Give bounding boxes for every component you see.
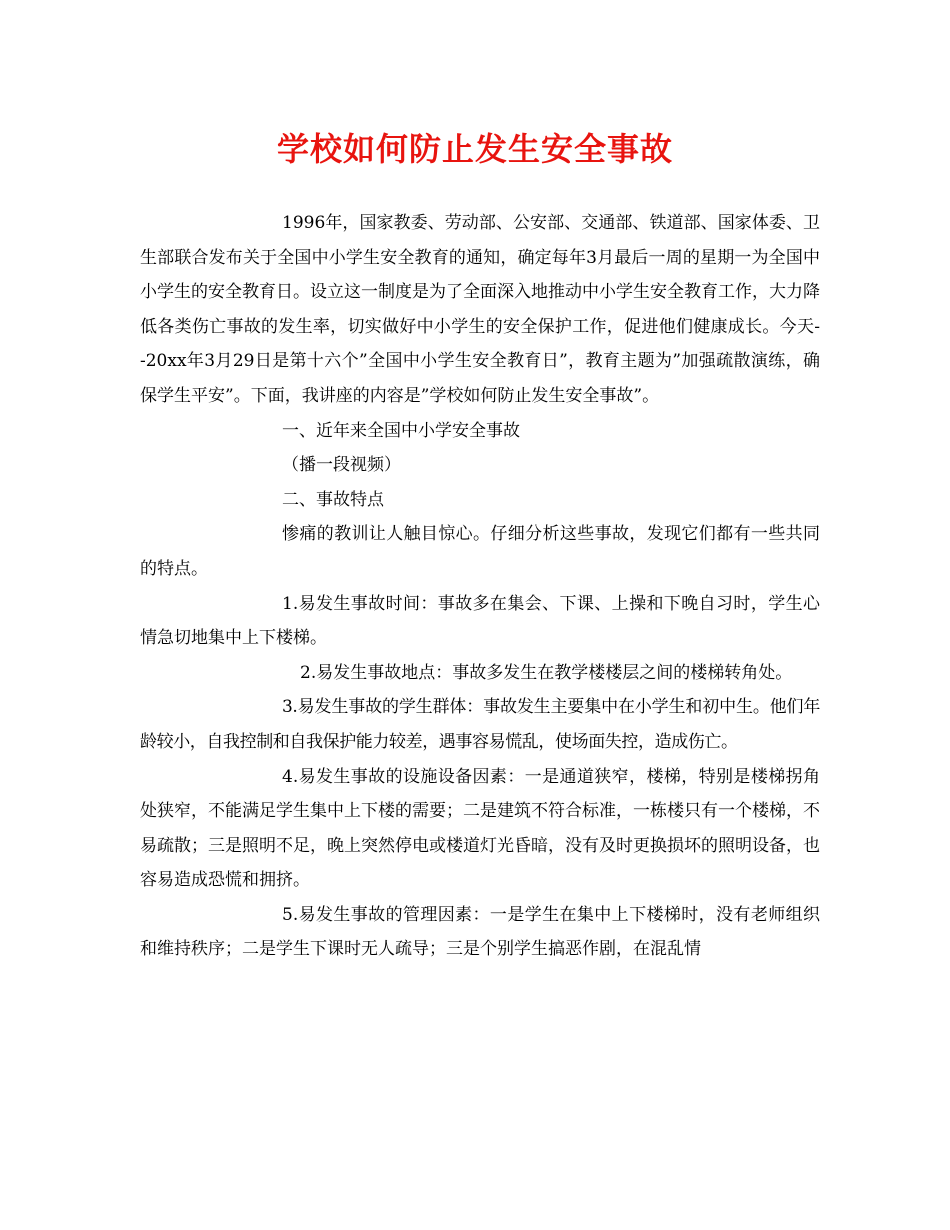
paragraph-point-4: 4.易发生事故的设施设备因素：一是通道狭窄，楼梯，特别是楼梯拐角处狭窄，不能满足学生集中上下楼的需要；二是建筑不符合标准，一栋楼只有一个楼梯，不易疏散；三是照明不足，晚上突然停电或楼道灯光昏暗，没有及时更换损坏的照明设备，也容易造成恐慌和拥挤。 (140, 766, 820, 891)
paragraph-point-5: 5.易发生事故的管理因素：一是学生在集中上下楼梯时，没有老师组织和维持秩序；二是学生下课时无人疏导；三是个别学生搞恶作剧，在混乱情 (140, 904, 820, 960)
heading-section-one: 一、近年来全国中小学安全事故 (282, 420, 520, 441)
paragraph-intro: 1996年，国家教委、劳动部、公安部、交通部、铁道部、国家体委、卫生部联合发布关于全国中小学生安全教育的通知，确定每年3月最后一周的星期一为全国中小学生的安全教育日。设立这一制度是为了全面深入地推动中小学生安全教育工作，大力降低各类伤亡事故的发生率，切实做好中小学生的安全保护工作，促进他们健康成长。今天--20xx年3月29日是第十六个”全国中小学生安全教育日”，教育主题为”加强疏散演练，确保学生平安”。下面，我讲座的内容是”学校如何防止发生安全事故”。 (140, 213, 820, 406)
heading-section-two: 二、事故特点 (282, 489, 384, 510)
video-note: （播一段视频） (282, 455, 401, 476)
document-title: 学校如何防止发生安全事故 (276, 130, 673, 168)
document-body (140, 206, 820, 967)
paragraph-point-1: 1.易发生事故时间：事故多在集会、下课、上操和下晚自习时，学生心情急切地集中上下楼梯。 (140, 593, 820, 649)
paragraph-point-3: 3.易发生事故的学生群体：事故发生主要集中在小学生和初中生。他们年龄较小，自我控制和自我保护能力较差，遇事容易慌乱，使场面失控，造成伤亡。 (140, 697, 820, 752)
paragraph-point-2: 2.易发生事故地点：事故多发生在教学楼楼层之间的楼梯转角处。 (300, 662, 793, 683)
paragraph-features-intro: 惨痛的教训让人触目惊心。仔细分析这些事故，发现它们都有一些共同的特点。 (140, 524, 820, 579)
